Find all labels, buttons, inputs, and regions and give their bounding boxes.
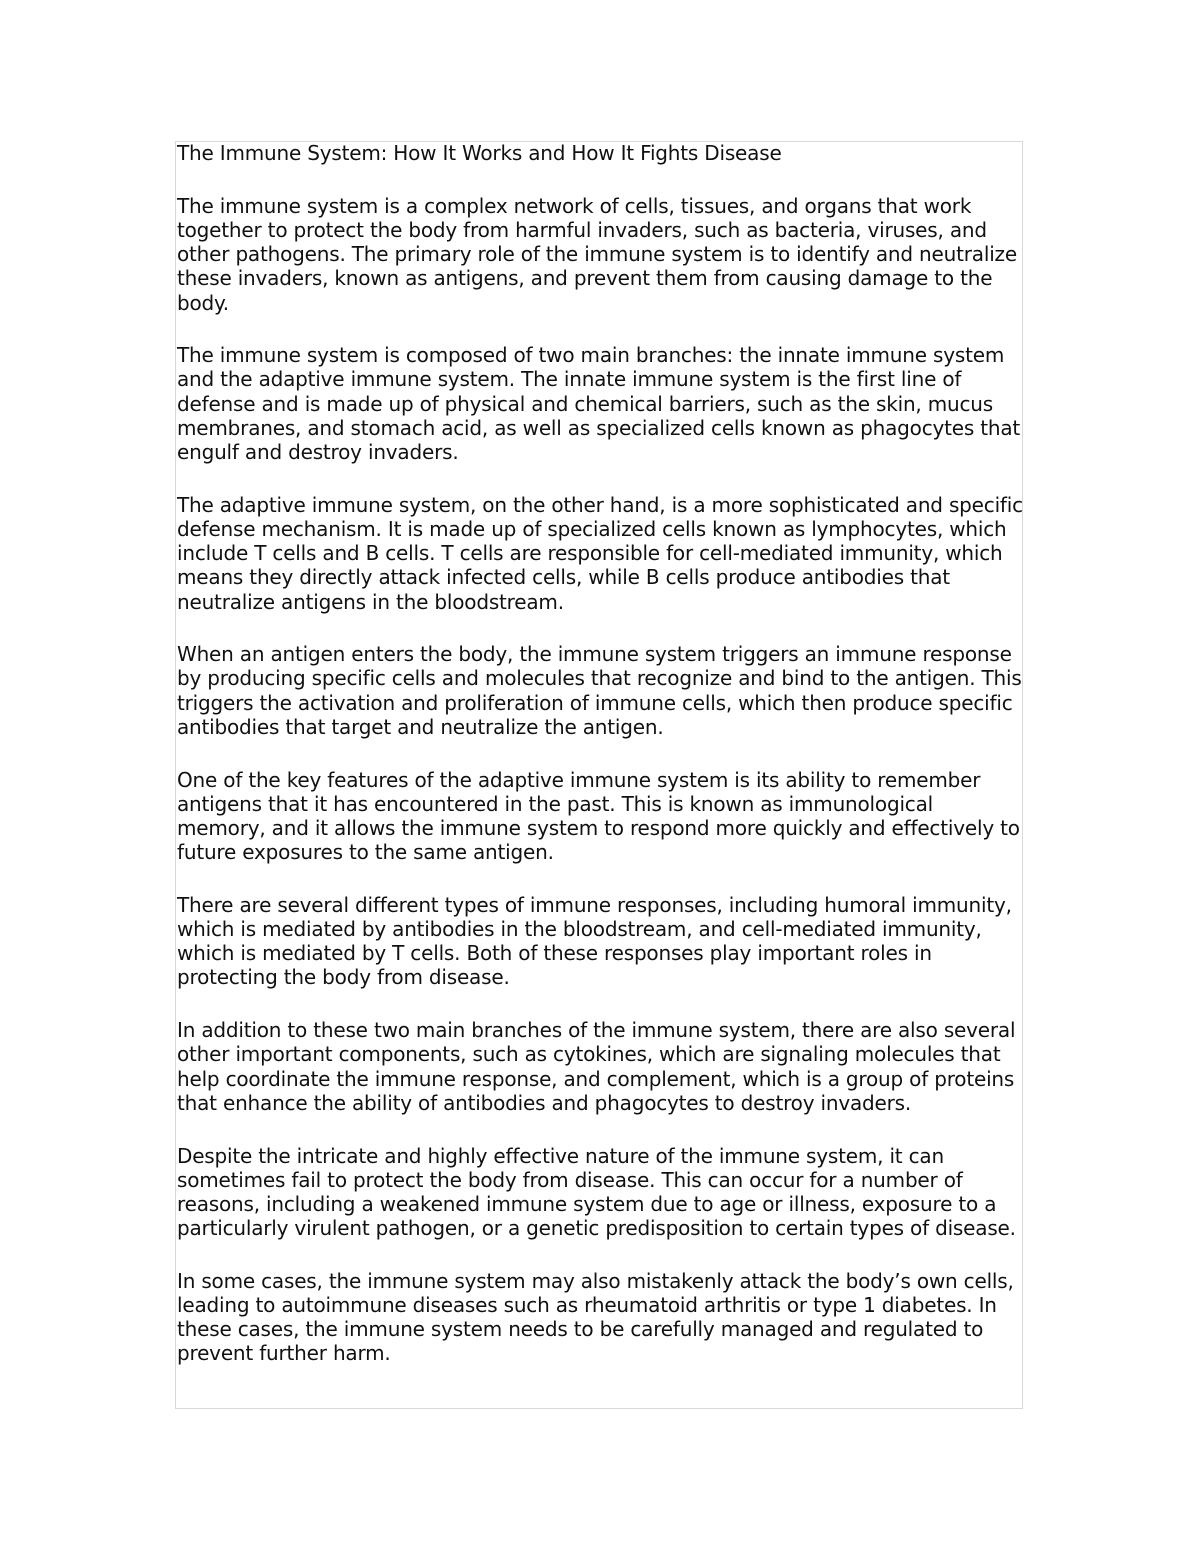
document-title: The Immune System: How It Works and How It Fights Disease bbox=[177, 141, 782, 165]
paragraph-1: The immune system is a complex network of cells, tissues, and organs that work together to protect the body from harmful invaders, such as bacteria, viruses, and other pathogens. The primary role of the immune system is to identify and neutralize these invaders, known as antigens, and prevent them from causing damage to the body. bbox=[177, 193, 1017, 315]
paragraph-9: In some cases, the immune system may also mistakenly attack the body’s own cells, leading to autoimmune diseases such as rheumatoid arthritis or type 1 diabetes. In these cases, the immune system needs to be carefully managed and regulated to prevent further harm. bbox=[177, 1268, 1014, 1366]
paragraph-5: One of the key features of the adaptive immune system is its ability to remember antigens that it has encountered in the past. This is known as immunological memory, and it allows the immune system to respond more quickly and effectively to future exposures to the same antigen. bbox=[177, 767, 1020, 865]
paragraph-4: When an antigen enters the body, the immune system triggers an immune response by producing specific cells and molecules that recognize and bind to the antigen. This triggers the activation and proliferation of immune cells, which then produce specific antibodies that target and neutralize the antigen. bbox=[177, 642, 1022, 739]
paragraph-2: The immune system is composed of two main branches: the innate immune system and the adaptive immune system. The innate immune system is the first line of defense and is made up of physical and chemical barriers, such as the skin, mucus membranes, and stomach acid, as well as specialized cells known as phagocytes that engulf and destroy invaders. bbox=[177, 343, 1021, 465]
paragraph-3: The adaptive immune system, on the other hand, is a more sophisticated and specific defense mechanism. It is made up of specialized cells known as lymphocytes, which include T cells and B cells. T cells are responsible for cell-mediated immunity, which means they directly attack infected cells, while B cells produce antibodies that neutralize antigens in the bloodstream. bbox=[177, 492, 1023, 614]
document-body bbox=[177, 141, 1023, 1366]
paragraph-8: Despite the intricate and highly effective nature of the immune system, it can sometimes fail to protect the body from disease. This can occur for a number of reasons, including a weakened immune system due to age or illness, exposure to a particularly virulent pathogen, or a genetic predisposition to certain types of disease. bbox=[177, 1143, 1016, 1241]
paragraph-6: There are several different types of immune responses, including humoral immunity, which is mediated by antibodies in the bloodstream, and cell-mediated immunity, which is mediated by T cells. Both of these responses play important roles in protecting the body from disease. bbox=[177, 892, 1012, 990]
paragraph-7: In addition to these two main branches of the immune system, there are also several other important components, such as cytokines, which are signaling molecules that help coordinate the immune response, and complement, which is a group of proteins that enhance the ability of antibodies and phagocytes to destroy invaders. bbox=[177, 1018, 1016, 1115]
